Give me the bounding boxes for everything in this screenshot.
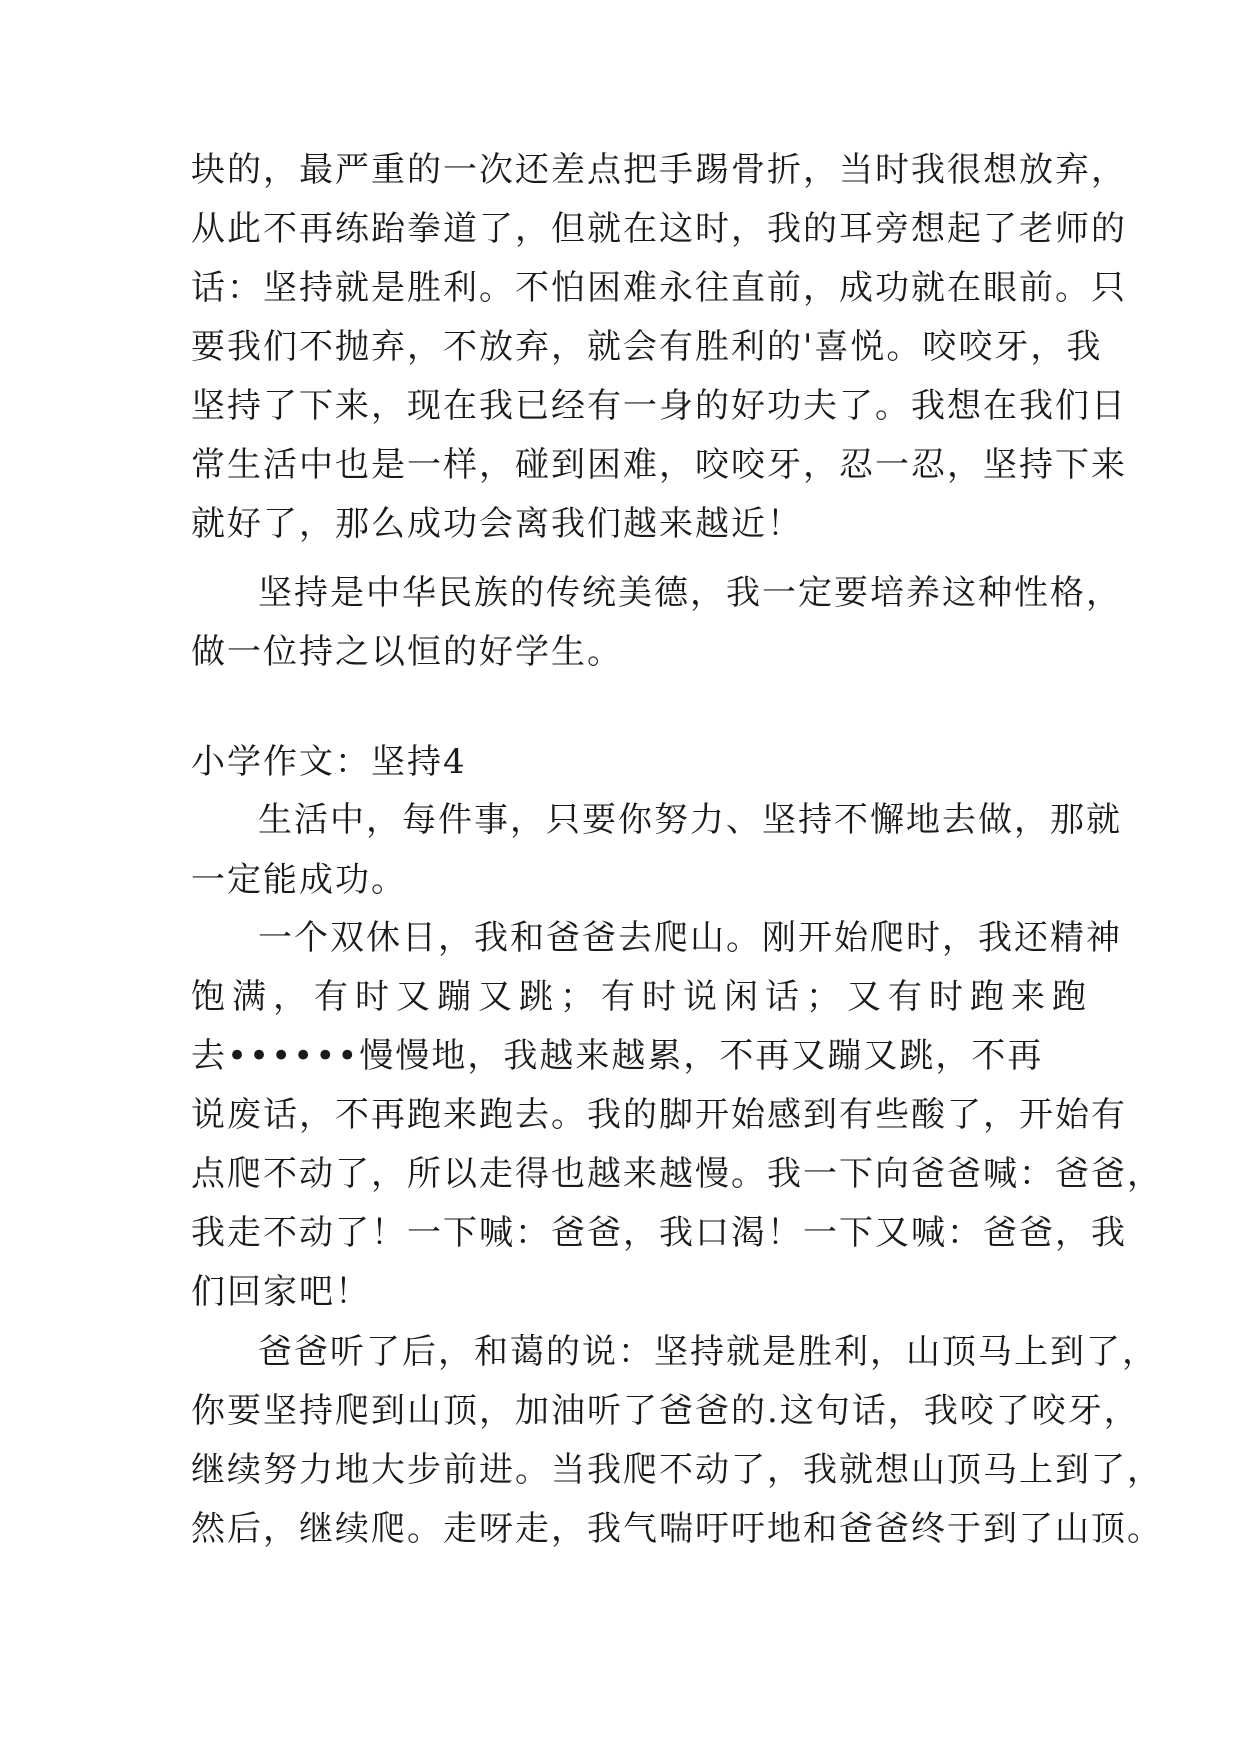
paragraph-line: 块的，最严重的一次还差点把手踢骨折，当时我很想放弃， [191,150,1127,190]
paragraph-line: 坚持了下来，现在我已经有一身的好功夫了。我想在我们日 [191,386,1127,426]
paragraph-line: 就好了，那么成功会离我们越来越近！ [191,504,803,544]
paragraph-line: 生活中，每件事，只要你努力、坚持不懈地去做，那就 [258,800,1122,840]
paragraph-line: 点爬不动了，所以走得也越来越慢。我一下向爸爸喊：爸爸， [191,1154,1163,1194]
paragraph-line: 说废话，不再跑来跑去。我的脚开始感到有些酸了，开始有 [191,1095,1127,1135]
paragraph-line: 话：坚持就是胜利。不怕困难永往直前，成功就在眼前。只 [191,268,1127,308]
paragraph-line: 一定能成功。 [191,860,407,900]
paragraph-line: 们回家吧！ [191,1272,371,1312]
paragraph-line: 要我们不抛弃，不放弃，就会有胜利的'喜悦。咬咬牙，我 [191,327,1103,367]
paragraph-line: 做一位持之以恒的好学生。 [191,632,623,672]
paragraph-line: 去••••••慢慢地，我越来越累，不再又蹦又跳，不再 [191,1036,1044,1076]
paragraph-line: 爸爸听了后，和蔼的说：坚持就是胜利，山顶马上到了， [258,1332,1158,1372]
paragraph-line: 你要坚持爬到山顶，加油听了爸爸的.这句话，我咬了咬牙， [191,1391,1140,1431]
paragraph-line: 常生活中也是一样，碰到困难，咬咬牙，忍一忍，坚持下来 [191,445,1127,485]
paragraph-line: 继续努力地大步前进。当我爬不动了，我就想山顶马上到了， [191,1450,1163,1490]
paragraph-line: 一个双休日，我和爸爸去爬山。刚开始爬时，我还精神 [258,918,1122,958]
paragraph-line: 我走不动了！一下喊：爸爸，我口渴！一下又喊：爸爸，我 [191,1213,1127,1253]
paragraph-line: 饱满，有时又蹦又跳；有时说闲话；又有时跑来跑 [191,977,1093,1017]
paragraph-line: 然后，继续爬。走呀走，我气喘吁吁地和爸爸终于到了山顶。 [191,1509,1163,1549]
paragraph-line: 坚持是中华民族的传统美德，我一定要培养这种性格， [258,573,1122,613]
section-title: 小学作文：坚持4 [191,742,467,782]
paragraph-line: 从此不再练跆拳道了，但就在这时，我的耳旁想起了老师的 [191,209,1127,249]
